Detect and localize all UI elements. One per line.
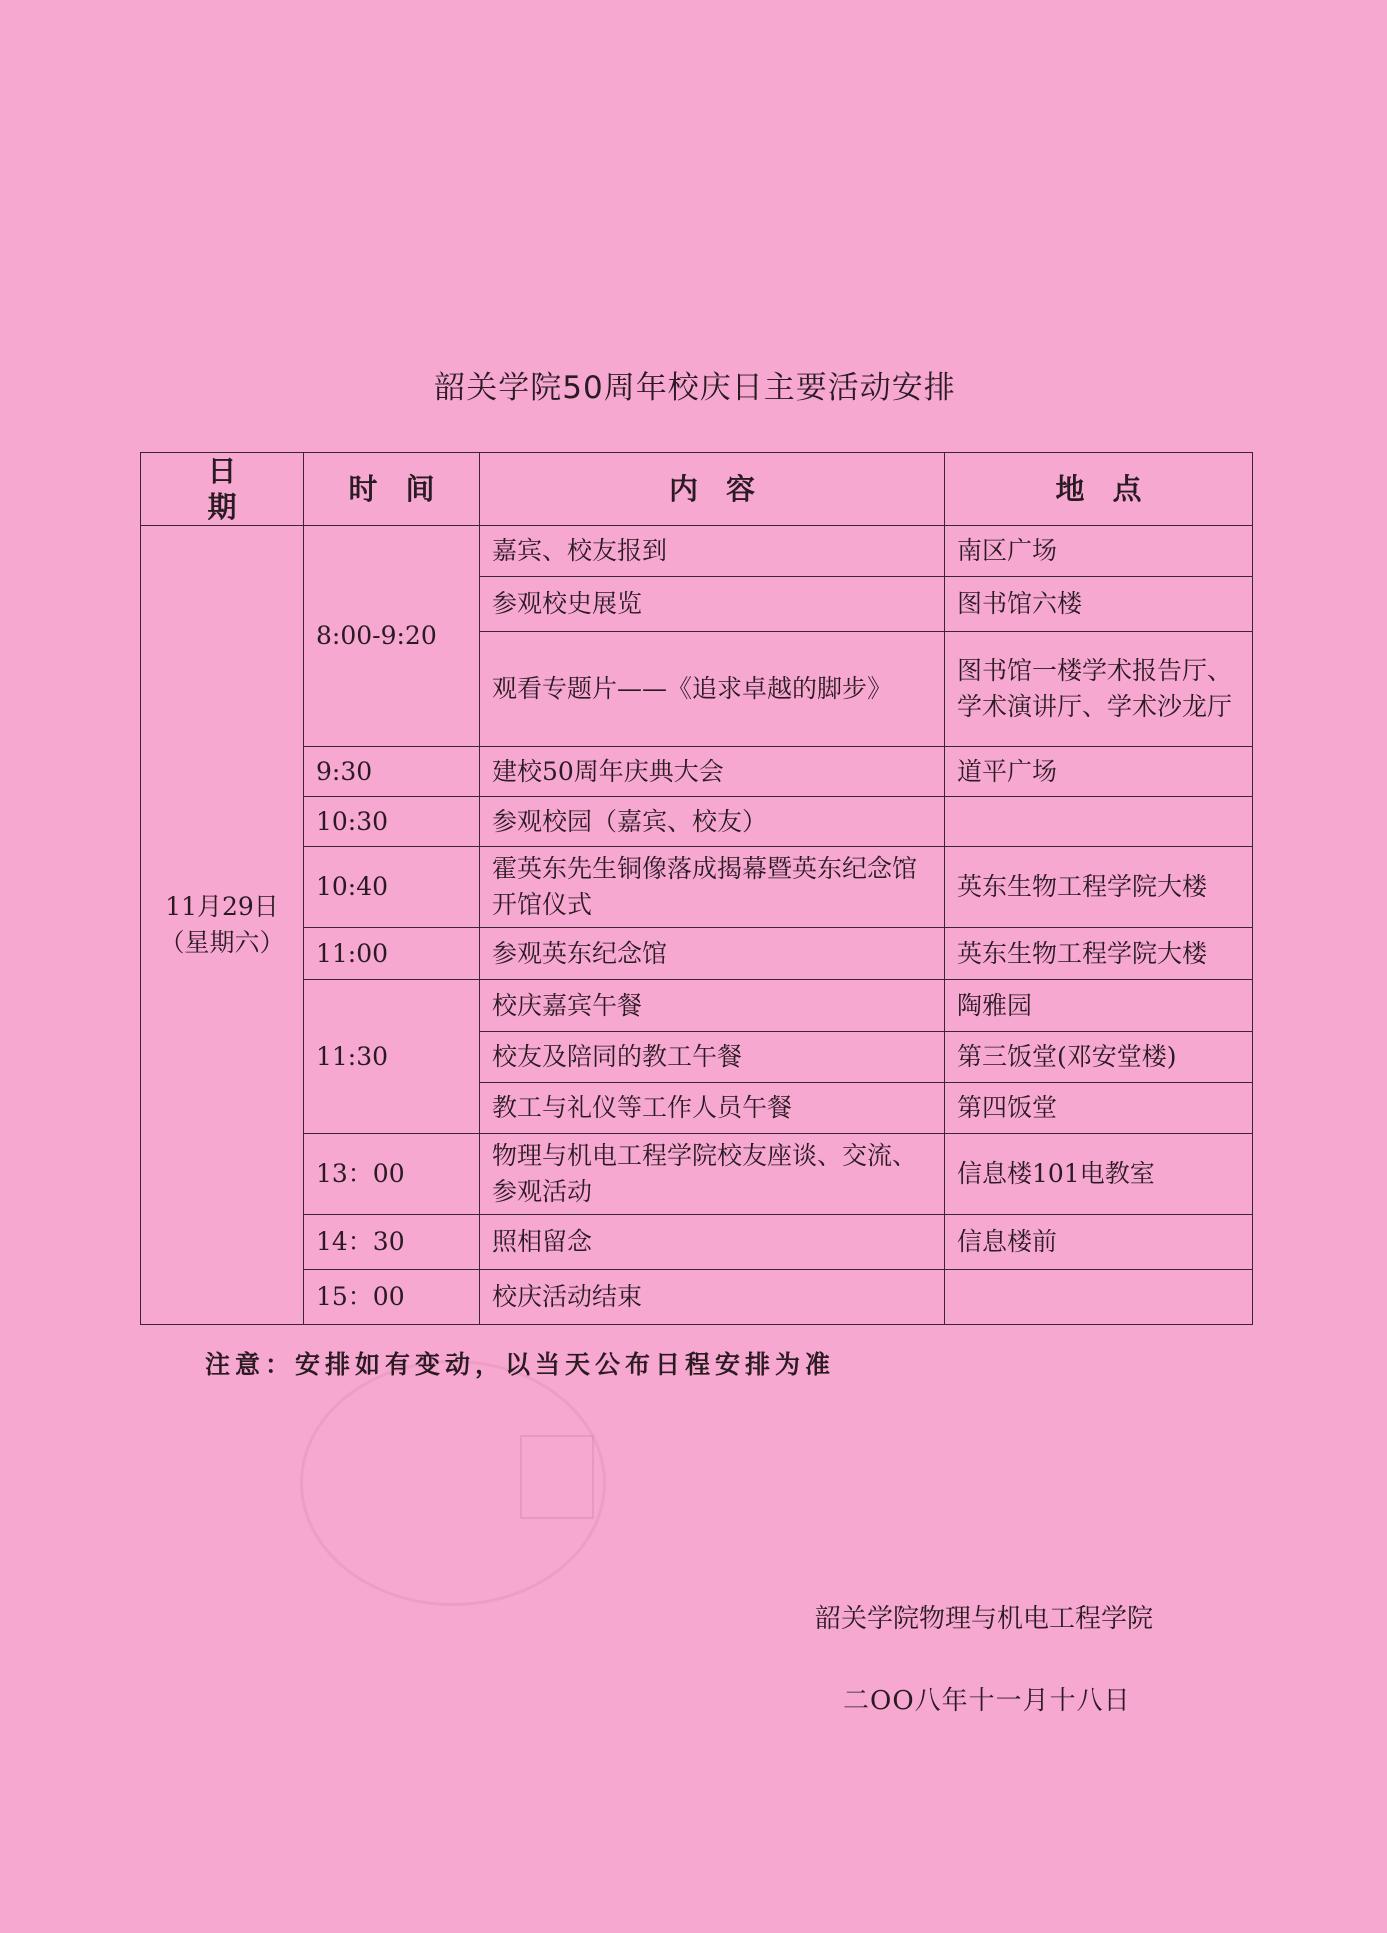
place-cell bbox=[945, 797, 1253, 847]
content-cell: 物理与机电工程学院校友座谈、交流、参观活动 bbox=[480, 1134, 945, 1215]
header-content: 内容 bbox=[480, 453, 945, 526]
content-cell: 建校50周年庆典大会 bbox=[480, 747, 945, 797]
place-cell: 图书馆一楼学术报告厅、学术演讲厅、学术沙龙厅 bbox=[945, 632, 1253, 747]
table-row bbox=[141, 1270, 1253, 1325]
weekday-text: （星期六） bbox=[159, 928, 285, 957]
table-row bbox=[141, 980, 1253, 1032]
date-cell bbox=[141, 526, 304, 1325]
content-cell: 嘉宾、校友报到 bbox=[480, 526, 945, 577]
content-cell: 观看专题片——《追求卓越的脚步》 bbox=[480, 632, 945, 747]
time-cell: 9:30 bbox=[304, 747, 480, 797]
content-cell: 照相留念 bbox=[480, 1215, 945, 1270]
date-text: 11月29日 bbox=[165, 892, 279, 921]
content-cell: 参观校园（嘉宾、校友） bbox=[480, 797, 945, 847]
document-title: 韶关学院50周年校庆日主要活动安排 bbox=[434, 370, 956, 406]
place-cell: 信息楼前 bbox=[945, 1215, 1253, 1270]
table-row bbox=[141, 526, 1253, 577]
header-place: 地点 bbox=[945, 453, 1253, 526]
time-cell: 11:00 bbox=[304, 928, 480, 980]
content-cell: 教工与礼仪等工作人员午餐 bbox=[480, 1083, 945, 1134]
content-cell: 校庆嘉宾午餐 bbox=[480, 980, 945, 1032]
issuer-signature: 韶关学院物理与机电工程学院 bbox=[815, 1604, 1154, 1634]
content-cell: 参观英东纪念馆 bbox=[480, 928, 945, 980]
time-cell: 14：30 bbox=[304, 1215, 480, 1270]
place-cell: 陶雅园 bbox=[945, 980, 1253, 1032]
table-row bbox=[141, 1134, 1253, 1215]
content-cell: 校庆活动结束 bbox=[480, 1270, 945, 1325]
content-cell: 霍英东先生铜像落成揭幕暨英东纪念馆开馆仪式 bbox=[480, 847, 945, 928]
table-row bbox=[141, 928, 1253, 980]
header-date: 日期 bbox=[141, 453, 304, 526]
time-cell: 8:00-9:20 bbox=[304, 526, 480, 747]
table-row bbox=[141, 1215, 1253, 1270]
table-row bbox=[141, 747, 1253, 797]
time-cell: 10:30 bbox=[304, 797, 480, 847]
time-cell: 15：00 bbox=[304, 1270, 480, 1325]
place-cell: 图书馆六楼 bbox=[945, 577, 1253, 632]
issue-date: 二OO八年十一月十八日 bbox=[843, 1686, 1131, 1716]
time-cell: 10:40 bbox=[304, 847, 480, 928]
table-row bbox=[141, 847, 1253, 928]
time-cell: 13：00 bbox=[304, 1134, 480, 1215]
header-time: 时间 bbox=[304, 453, 480, 526]
place-cell: 道平广场 bbox=[945, 747, 1253, 797]
place-cell bbox=[945, 1270, 1253, 1325]
place-cell: 南区广场 bbox=[945, 526, 1253, 577]
time-cell: 11:30 bbox=[304, 980, 480, 1134]
place-cell: 第三饭堂(邓安堂楼) bbox=[945, 1032, 1253, 1083]
content-cell: 参观校史展览 bbox=[480, 577, 945, 632]
notice-text: 注意：安排如有变动，以当天公布日程安排为准 bbox=[205, 1350, 836, 1379]
table-header-row bbox=[141, 453, 1253, 526]
faded-stamp-mark bbox=[520, 1435, 594, 1519]
place-cell: 第四饭堂 bbox=[945, 1083, 1253, 1134]
place-cell: 英东生物工程学院大楼 bbox=[945, 928, 1253, 980]
table-row bbox=[141, 797, 1253, 847]
place-cell: 英东生物工程学院大楼 bbox=[945, 847, 1253, 928]
place-cell: 信息楼101电教室 bbox=[945, 1134, 1253, 1215]
schedule-table bbox=[140, 452, 1253, 1325]
content-cell: 校友及陪同的教工午餐 bbox=[480, 1032, 945, 1083]
